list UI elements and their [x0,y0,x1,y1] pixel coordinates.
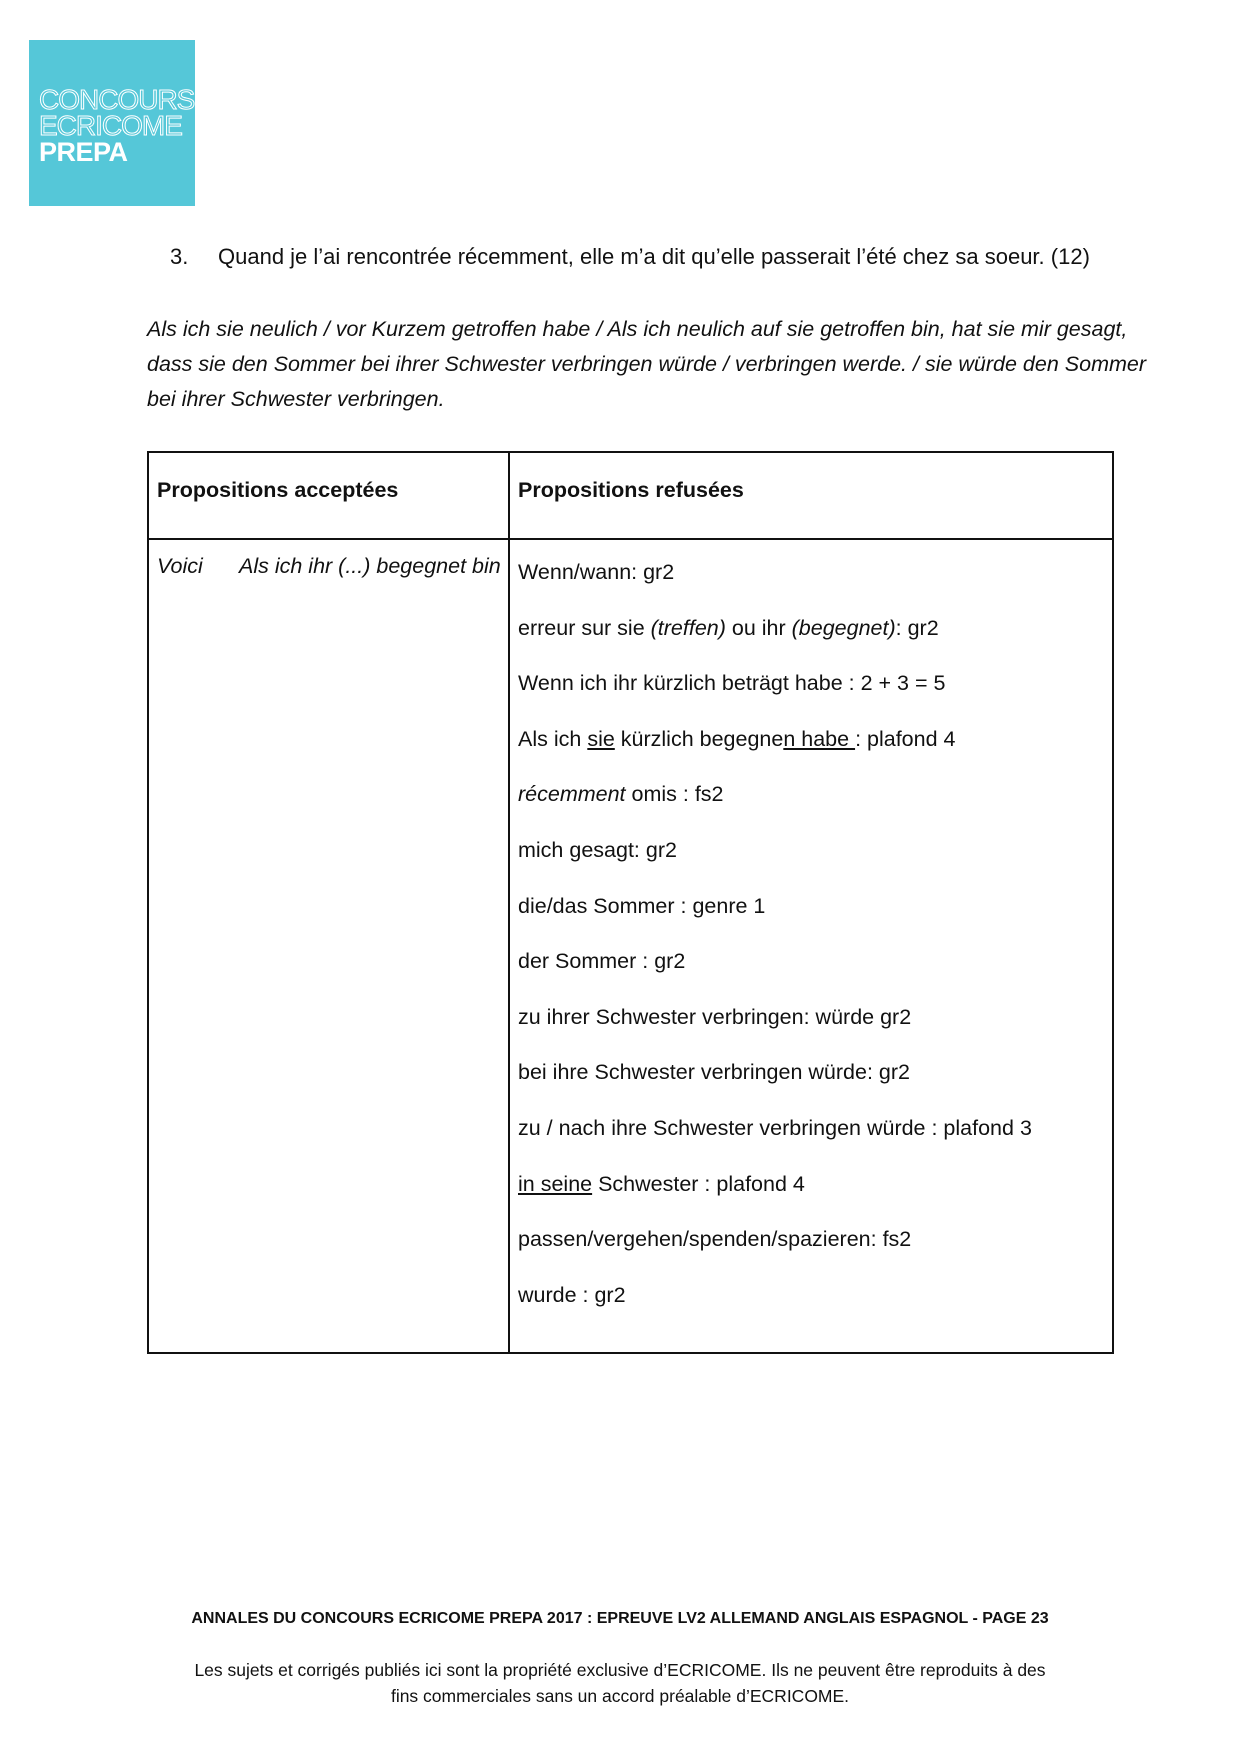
footer-note-line: fins commerciales sans un accord préalable d’ECRICOME. [390,1686,850,1706]
table-header-row [148,452,1113,539]
table-body-row [148,539,1113,1353]
refused-item [518,1277,1104,1333]
ecricome-logo [29,40,195,206]
refused-item-text: zu ihrer Schwester verbringen: würde gr2 [518,1004,912,1029]
grading-table [147,451,1114,1354]
question-number: 3. [170,244,189,269]
refused-item [518,776,1104,832]
logo-line-ecricome: ECRICOME [39,110,182,141]
refused-item-text: (treffen) [650,615,726,640]
refused-item [518,554,1104,610]
refused-item-text: : plafond 4 [855,726,956,751]
logo-line-concours: CONCOURS [39,84,195,115]
refused-item [518,610,1104,666]
refused-item-text: récemment [518,782,626,807]
refused-item-text: zu / nach ihre Schwester verbringen würde : plafond 3 [518,1115,1032,1140]
header-accepted: Propositions acceptées [148,452,509,539]
refused-item-text: Als ich [518,726,588,751]
refused-item-text: erreur sur sie [518,615,651,640]
refused-item-text: wurde : gr2 [518,1282,626,1307]
refused-item [518,999,1104,1055]
model-answer: Als ich sie neulich / vor Kurzem getroffen habe / Als ich neulich auf sie getroffen bin, hat sie mir gesagt, dass sie den Sommer bei ihrer Schwester verbringen würde / verbringen werde. / sie würde den Sommer bei ihrer Schwester verbringen. [147,317,1147,411]
refused-item [518,721,1104,777]
header-refused: Propositions refusées [509,452,1113,539]
refused-item-text: die/das Sommer : genre 1 [518,893,766,918]
refused-item-text: omis : fs2 [625,782,724,807]
refused-item [518,1110,1104,1166]
refused-item-text: kürzlich begegne [614,726,784,751]
refused-item-text: sie [587,726,615,751]
question-3 [170,244,1090,270]
refused-item-text: Schwester : plafond 4 [592,1171,805,1196]
refused-item [518,832,1104,888]
refused-item [518,1054,1104,1110]
footer-title: ANNALES DU CONCOURS ECRICOME PREPA 2017 : EPREUVE LV2 ALLEMAND ANGLAIS ESPAGNOL - PAGE 23 [191,1610,1049,1627]
accepted-text: Als ich ihr (...) begegnet bin [239,554,501,578]
refused-item-text: bei ihre Schwester verbringen würde: gr2 [518,1060,910,1085]
refused-item-text: : gr2 [895,615,939,640]
refused-item-text: n habe [783,726,856,751]
footer-copyright [0,1657,1240,1709]
refused-item-text: mich gesagt: gr2 [518,837,677,862]
refused-item [518,665,1104,721]
refused-item-text: Wenn ich ihr kürzlich beträgt habe : 2 + 3 = 5 [518,671,946,696]
logo-line-prepa: PREPA [39,137,128,167]
refused-list [518,554,1104,1332]
refused-item-text: der Sommer : gr2 [518,949,686,974]
refused-item-text: ou ihr [725,615,792,640]
accepted-cell [148,539,509,1353]
refused-item-text: (begegnet) [791,615,896,640]
footer-note-line: Les sujets et corrigés publiés ici sont la propriété exclusive d’ECRICOME. Ils ne peuvent être reproduits à des [194,1660,1046,1680]
refused-cell [509,539,1113,1353]
refused-item-text: passen/vergehen/spenden/spazieren: fs2 [518,1227,912,1252]
refused-item-text: in seine [518,1171,593,1196]
refused-item [518,1221,1104,1277]
question-text: Quand je l’ai rencontrée récemment, elle m’a dit qu’elle passerait l’été chez sa soeur. (12) [218,244,1090,269]
refused-item [518,888,1104,944]
accepted-label: Voici [157,554,203,578]
refused-item [518,1166,1104,1222]
refused-item [518,943,1104,999]
refused-item-text: Wenn/wann: gr2 [518,560,675,584]
